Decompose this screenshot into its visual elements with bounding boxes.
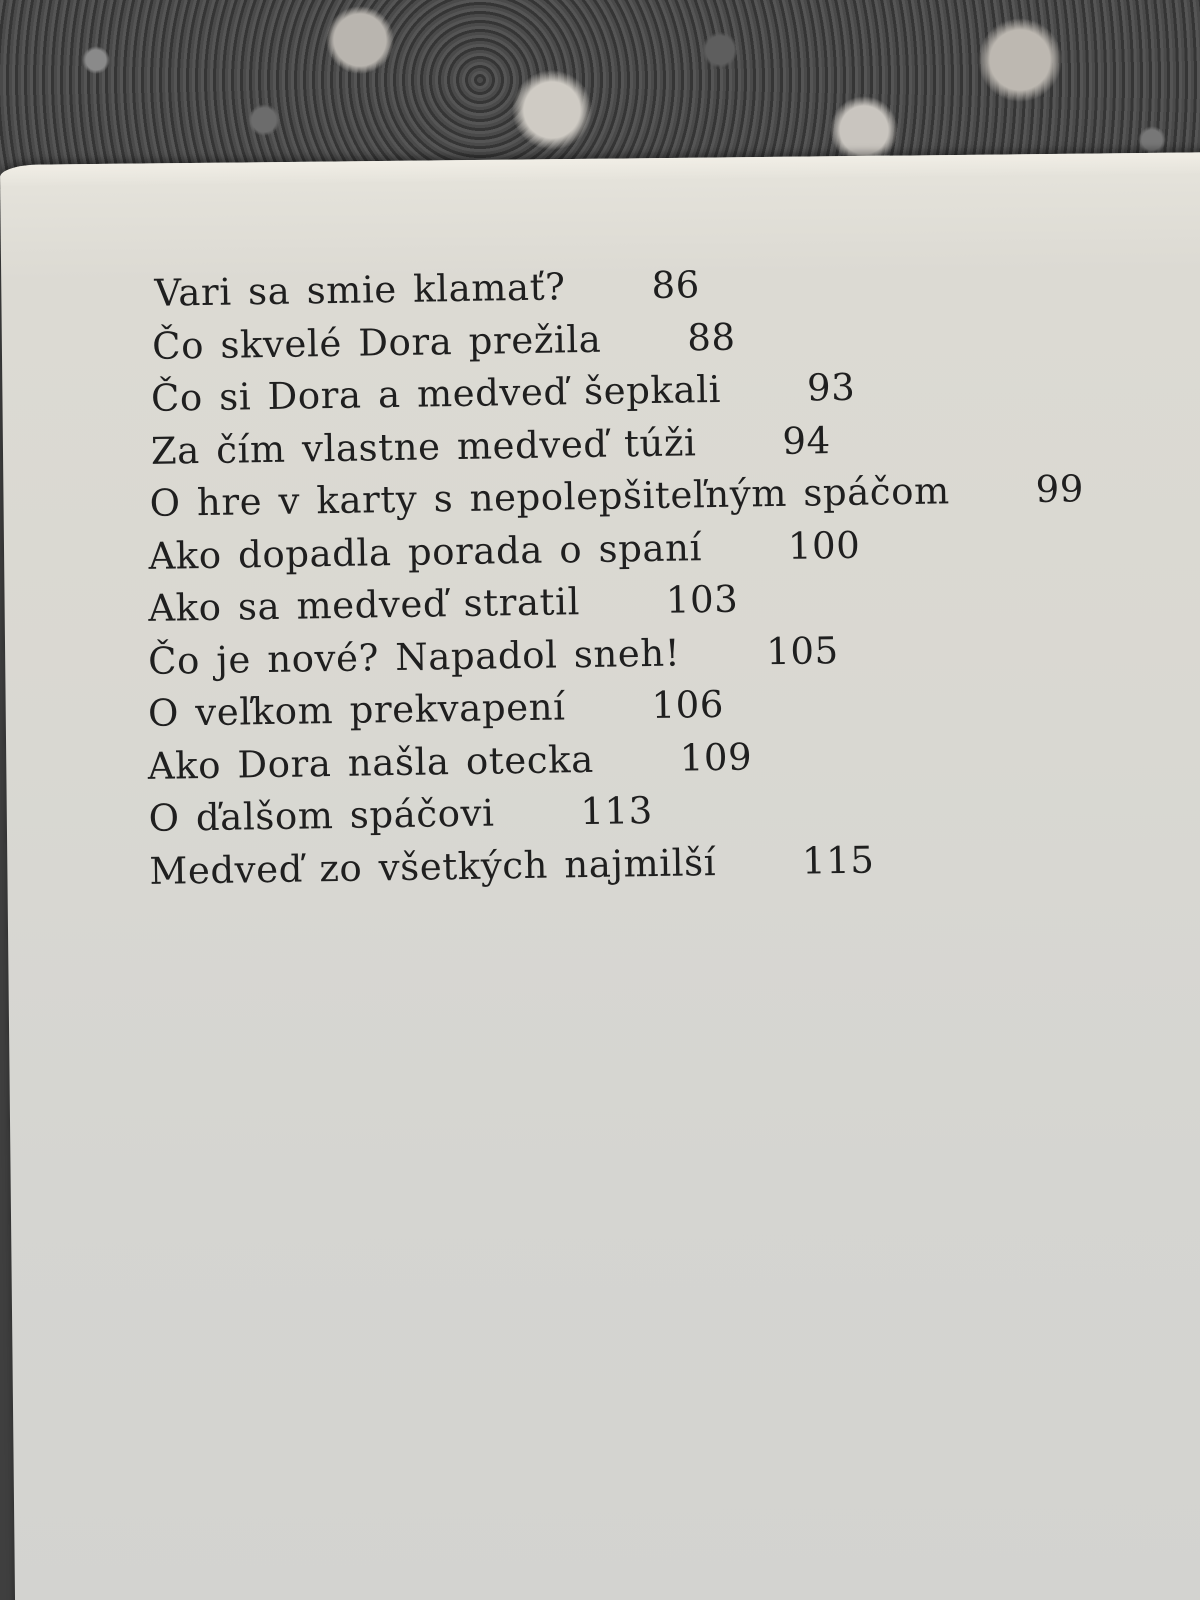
toc-entry-title: O ďalšom spáčovi bbox=[148, 791, 495, 840]
toc-entry-title: O veľkom prekvapení bbox=[147, 685, 566, 735]
toc-entry-page: 106 bbox=[651, 682, 725, 728]
toc-entry-page: 100 bbox=[787, 523, 861, 568]
table-of-contents bbox=[140, 252, 1150, 898]
toc-entry-title: Vari sa smie klamať? bbox=[154, 265, 566, 315]
toc-entry-page: 113 bbox=[580, 789, 654, 834]
toc-entry-page: 93 bbox=[806, 365, 856, 410]
toc-entry-page: 88 bbox=[687, 315, 736, 359]
toc-entry-title: Čo skvelé Dora prežila bbox=[151, 317, 602, 368]
toc-entry-title: Ako dopadla porada o spaní bbox=[148, 525, 703, 578]
toc-entry-title: Čo si Dora a medveď šepkali bbox=[150, 367, 722, 420]
toc-entry-title: Za čím vlastne medveď túži bbox=[150, 420, 697, 473]
toc-entry-page: 99 bbox=[1035, 467, 1085, 511]
toc-entry-title: Ako sa medveď stratil bbox=[148, 580, 581, 630]
toc-entry-page: 86 bbox=[651, 263, 701, 307]
toc-entry-title: Medveď zo všetkých najmilší bbox=[149, 840, 717, 893]
toc-entry-page: 105 bbox=[765, 628, 839, 673]
toc-entry-page: 109 bbox=[679, 734, 753, 780]
toc-entry-page: 115 bbox=[801, 838, 875, 883]
toc-entry-title: Čo je nové? Napadol sneh! bbox=[147, 631, 681, 683]
toc-entry-page: 103 bbox=[665, 577, 739, 622]
toc-entry-page: 94 bbox=[782, 418, 832, 463]
toc-entry-title: Ako Dora našla otecka bbox=[147, 737, 595, 788]
toc-entry-title: O hre v karty s nepolepšiteľným spáčom bbox=[149, 469, 951, 525]
